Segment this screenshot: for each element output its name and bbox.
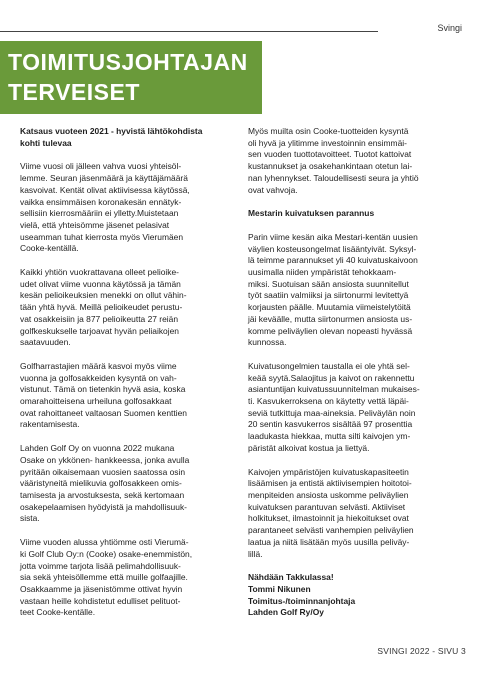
text-line: sen vuoden tuottotavoitteet. Tuotot kattoivat [248,149,412,160]
text-line: uusimalla niiden ympäristät tehokkaam- [248,267,397,278]
text-line: korjausten päälle. Muutamia viimeistelytöitä [248,302,411,313]
text-line: sellisiin kierrosmääriin ei ylletty.Muistetaan [20,208,179,219]
paragraph [20,161,235,255]
section-heading [20,126,235,149]
paragraph [248,232,463,349]
text-line: rakentamisesta. [20,419,80,430]
paragraph [20,361,235,431]
text-line: kustannukset ja osakehankintaan otetun lai- [248,161,413,172]
text-line: laadukasta hiekkaa, mutta silti kaivojen ym- [248,431,411,442]
text-line: Katsaus vuoteen 2021 - hyvistä lähtökohdista [20,126,203,136]
text-line: Tommi Nikunen [248,583,311,594]
text-line: lillä. [248,548,263,559]
text-line: useamman tuhat kierrosta myös Vierumäen [20,231,184,242]
text-line: Parin viime kesän aika Mestari-kentän uusien [248,231,418,242]
text-line: Cooke-kentällä. [20,243,79,254]
text-line: Viime vuosi oli jälleen vahva vuosi yhteisöl- [20,161,182,172]
text-line: Myös muilta osin Cooke-tuotteiden kysyntä [248,126,409,136]
paragraph [20,267,235,349]
text-line: Osakkaamme ja jäsenistömme ottivat hyvin [20,583,183,594]
text-line: udet olivat viime vuonna käytössä ja tämän [20,278,181,289]
text-line: lemme. Seuran jäsenmäärä ja käyttäjämäärä [20,173,188,184]
paragraph [248,361,463,455]
text-line: laatua ja niitä lisätään myös uusilla peliväy- [248,536,410,547]
text-line: ovat rahoittaneet valtaosan Suomen kenttien [20,407,187,418]
text-line: Viime vuoden alussa yhtiömme osti Vierumä- [20,537,189,548]
text-line: jotta voimme tarjota lisää pelimahdollisuuk- [20,560,181,571]
text-line: nan lyhennykset. Taloudellisesti seura ja yhtiö [248,172,419,183]
text-line: lisäämisen ja entistä aktiivisempien hoitotoi- [248,478,412,489]
text-line: golfkeskukselle tarjoavat hyvän peliaikojen [20,325,179,336]
text-line: vistunut. Tämä on tietenkin hyvä asia, koska [20,384,186,395]
text-line: Lahden Golf Ry/Oy [248,607,324,618]
text-line: oli hyvä ja ylitimme investoinnin ensimmäi- [248,137,407,148]
text-line: holkitukset, ilmastoinnit ja hiekoitukset ovat [248,513,409,524]
text-line: ovat vahvoja. [248,184,298,195]
text-line: pyritään oikaisemaan vuosien saatossa osin [20,466,186,477]
text-line: työt saatiin valmiiksi ja siirtonurmi levitettyä [248,290,409,301]
text-line: kohti tulevaa [20,137,72,148]
section-heading [248,208,463,220]
text-line: vastaan heille kohdistetut edulliset pelituot- [20,595,181,606]
text-line: osakepelaamisen hyödyistä ja mahdollisuuk- [20,501,187,512]
text-line: vääristyneitä mielikuvia golfosakkeen omis- [20,478,182,489]
text-line: vielä, että yhteisömme jäsenet pelasivat [20,219,170,230]
text-line: päristät alkoivat kostua ja liettyä. [248,442,370,453]
text-line: lä teimme parannukset yli 40 kuivatuskaivoon [248,255,418,266]
text-line: Nähdään Takkulassa! [248,572,334,583]
text-line: kesän pelioikeuksien menekki on ollut vähin- [20,290,187,301]
text-line: Golfharrastajien määrä kasvoi myös viime [20,360,177,371]
paragraph [20,537,235,619]
text-line: kuivatuksen parantuvan selvästi. Aktiiviset [248,501,406,512]
text-line: teet Cooke-kentälle. [20,607,96,618]
magazine-name: Svingi [437,23,462,33]
header-rule [0,31,378,32]
page-title-line-2: TERVEISET [8,79,140,105]
text-line: vaikka ensimmäisen koronakesän ennätyk- [20,196,182,207]
text-line: Toimitus-/toiminnanjohtaja [248,595,356,606]
page-title-line-1: TOIMITUSJOHTAJAN [8,49,248,75]
text-line: asiantuntijan kuivatussuunnitelman mukaises- [248,384,420,395]
text-line: saatavuuden. [20,337,71,348]
title-banner [0,41,262,114]
text-line: seviä tutkittuja maa-aineksia. Peliväylän noin [248,407,416,418]
text-line: vuonna ja golfosakkeiden kysyntä on vah- [20,372,177,383]
text-line: tään yhtä hyvä. Meillä pelioikeudet perustu- [20,302,183,313]
paragraph [20,443,235,525]
text-line: kasvoivat. Kentät olivat aktiivisessa käytössä, [20,184,190,195]
text-line: vat osakkeisiin ja 877 pelioikeutta 27 reiän [20,313,179,324]
text-line: parantaneet selvästi vanhempien peliväylien [248,525,414,536]
text-line: Lahden Golf Oy on vuonna 2022 mukana [20,443,175,454]
text-line: omarahoitteisena urheiluna golfosakkaat [20,396,172,407]
page-number-footer: SVINGI 2022 - SIVU 3 [377,646,466,656]
text-line: Osake on ykkönen- hankkeessa, jonka avulla [20,454,190,465]
text-line: keää syytä.Salaojitus ja kaivot on rakennettu [248,372,415,383]
text-line: Kaivojen ympäristöjen kuivatuskapasiteetin [248,466,409,477]
text-line: jäi keväälle, mutta siirtonurmen ansiosta us- [248,313,413,324]
text-line: väylien kosteusongelmat lisääntyivät. Syksyl- [248,243,417,254]
article-column-right [248,126,463,631]
text-line: Mestarin kuivatuksen parannus [248,208,375,219]
text-line: 20 sentin kasvukerros sisältää 97 prosenttia [248,419,413,430]
text-line: menpiteiden ansiosta uskomme peliväylien [248,489,409,500]
text-line: tamisesta ja arvostuksesta, sekä kertomaan [20,489,185,500]
article-column-left [20,126,235,631]
paragraph [248,467,463,561]
text-line: miksi. Suotuisan sään ansiosta suunnitellut [248,278,409,289]
signature-block [248,572,463,619]
text-line: Kaikki yhtiön vuokrattavana olleet pelioike- [20,267,179,278]
text-line: ki Golf Club Oy:n (Cooke) osake-enemmistön, [20,548,193,559]
text-line: ti. Kasvukerroksena on käytetty vettä läpäi- [248,396,409,407]
text-line: komme peliväylien olevan nopeasti hyvässä [248,325,413,336]
text-line: Kuivatusongelmien taustalla ei ole yhtä sel- [248,360,410,371]
text-line: kunnossa. [248,337,287,348]
paragraph [248,126,463,196]
text-line: sista. [20,513,40,524]
text-line: sia sekä yhteisöllemme että muille golfaajille. [20,572,188,583]
